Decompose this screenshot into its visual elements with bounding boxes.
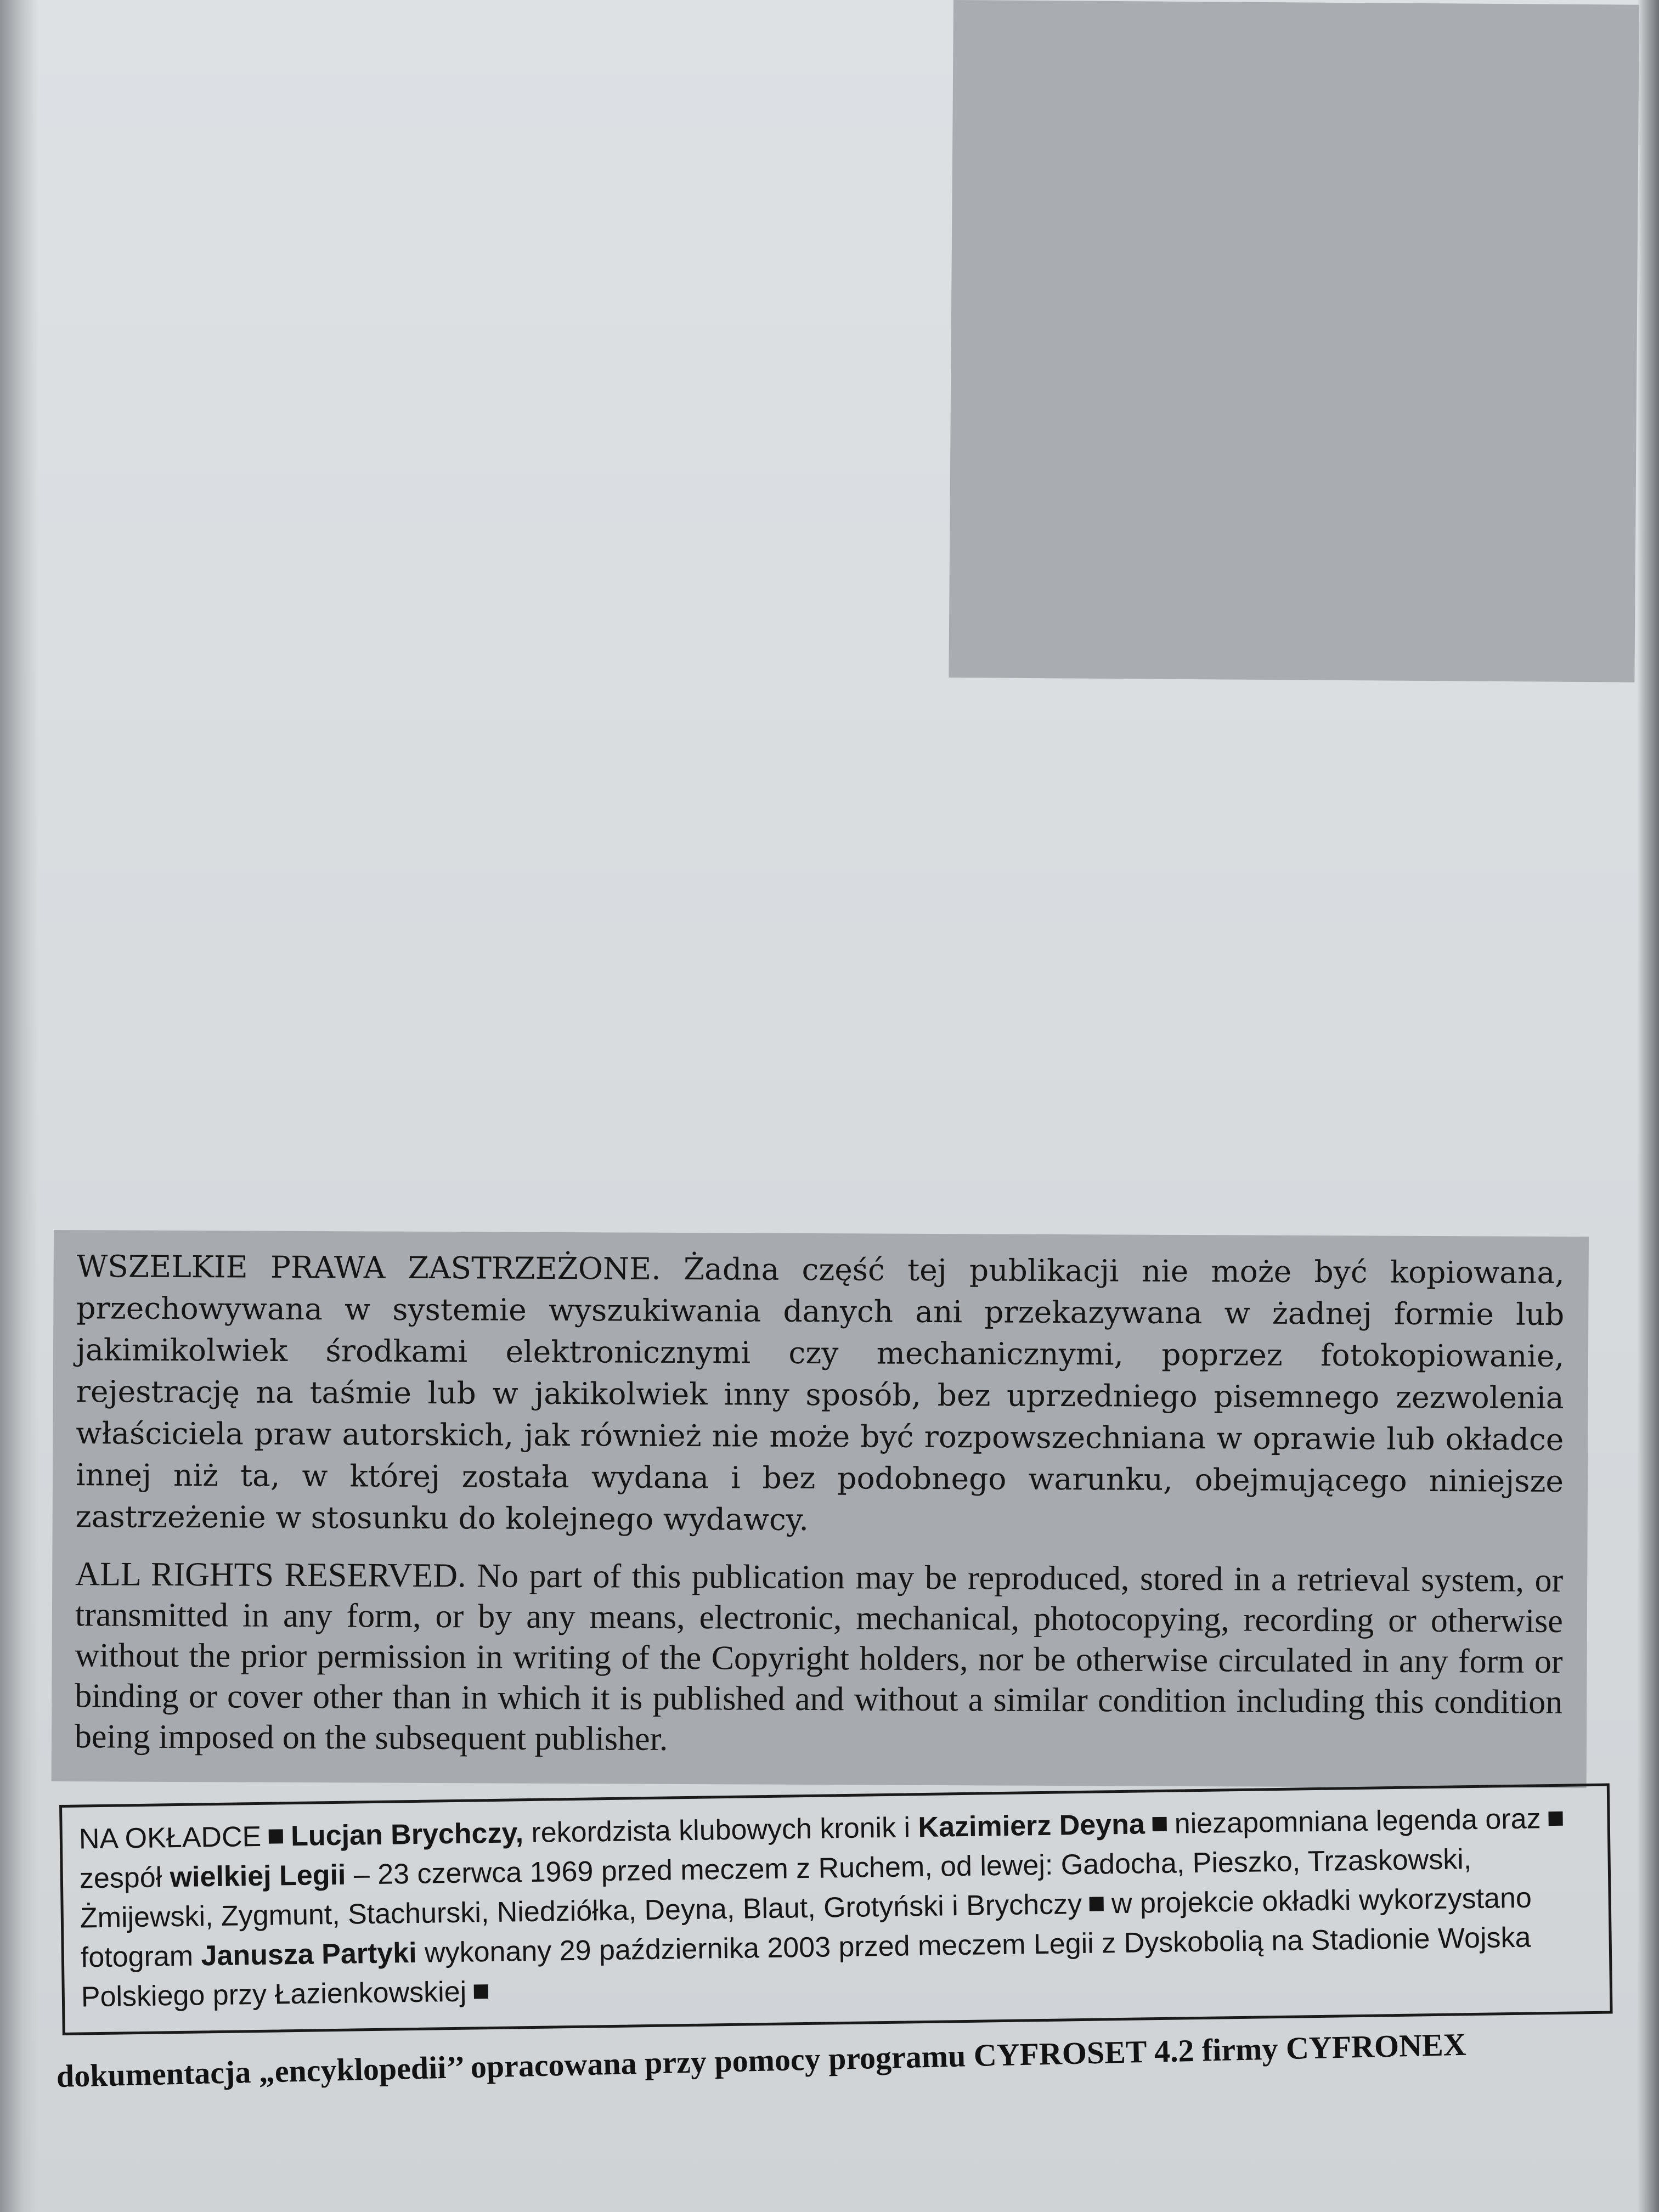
square-bullet-icon [1548, 1812, 1562, 1826]
cover-caption-box [59, 1784, 1613, 2035]
cover-label: NA OKŁADCE [78, 1820, 262, 1855]
page-spine-shadow [0, 0, 38, 2212]
copyright-english [75, 1554, 1564, 1763]
cover-desc-5: w projekcie okładki wykorzystano fotogram [80, 1882, 1532, 1974]
cover-desc-2: niezapomniana legenda oraz [1174, 1803, 1541, 1840]
documentation-note: dokumentacja „encyklopedii’’ opracowana przy pomocy programu CYFROSET 4.2 firmy CYFRONEX [56, 2026, 1467, 2094]
square-bullet-icon [1090, 1897, 1104, 1911]
square-bullet-icon [474, 1984, 488, 1999]
copyright-notice-box [52, 1230, 1589, 1788]
page-edge-shadow [1637, 0, 1659, 2212]
copyright-polish [76, 1245, 1565, 1544]
copyright-polish-heading: WSZELKIE PRAWA ZASTRZEŻONE. [76, 1249, 661, 1286]
cover-desc-6: wykonany 29 października 2003 przed meczem Legii z Dyskobolią na Stadionie Wojska Polskiego przy Łazienkowskiej [81, 1921, 1531, 2013]
cover-desc-3: zespół [79, 1861, 162, 1895]
cover-name-deyna: Kazimierz Deyna [918, 1808, 1146, 1844]
cover-desc-1: rekordzista klubowych kronik i [531, 1812, 911, 1849]
square-bullet-icon [1153, 1817, 1167, 1831]
photo-placeholder [949, 0, 1639, 682]
cover-name-legia: wielkiej Legii [170, 1859, 346, 1894]
square-bullet-icon [269, 1829, 283, 1843]
copyright-english-text: No part of this publication may be reproduced, stored in a retrieval system, or transmitted in any form, or by any means, electronic, mechanical, photocopying, recording or otherwise without the prior permission in writing of the Copyright holders, nor be otherwise circulated in any form or binding or cover other than in which it is published and without a similar condition including this condition being imposed on the subsequent publisher. [74, 1557, 1564, 1758]
cover-caption [78, 1798, 1594, 2017]
cover-desc-4: – 23 czerwca 1969 przed meczem z Ruchem, od lewej: Gadocha, Pieszko, Trzaskowski, Żmijewski, Zygmunt, Stachurski, Niedziółka, Deyna, Blaut, Grotyński i Brychczy [80, 1843, 1472, 1934]
copyright-polish-text: Żadna część tej publikacji nie może być kopiowana, przechowywana w systemie wyszukiwania danych ani przekazywana w żadnej formie lub jakimikolwiek środkami elektronicznymi czy mechanicznymi, poprzez fotokopiowanie, rejestrację na taśmie lub w jakikolwiek inny sposób, bez uprzedniego pisemnego zezwolenia właściciela praw autorskich, jak również nie może być rozpowszechniana w oprawie lub okładce innej niż ta, w której została wydana i bez podobnego warunku, obejmującego niniejsze zastrzeżenie w stosunku do kolejnego wydawcy. [75, 1251, 1565, 1538]
copyright-english-heading: ALL RIGHTS RESERVED. [75, 1555, 466, 1595]
cover-name-partyka: Janusza Partyki [201, 1937, 417, 1972]
cover-name-brychczy: Lucjan Brychczy, [290, 1817, 524, 1853]
